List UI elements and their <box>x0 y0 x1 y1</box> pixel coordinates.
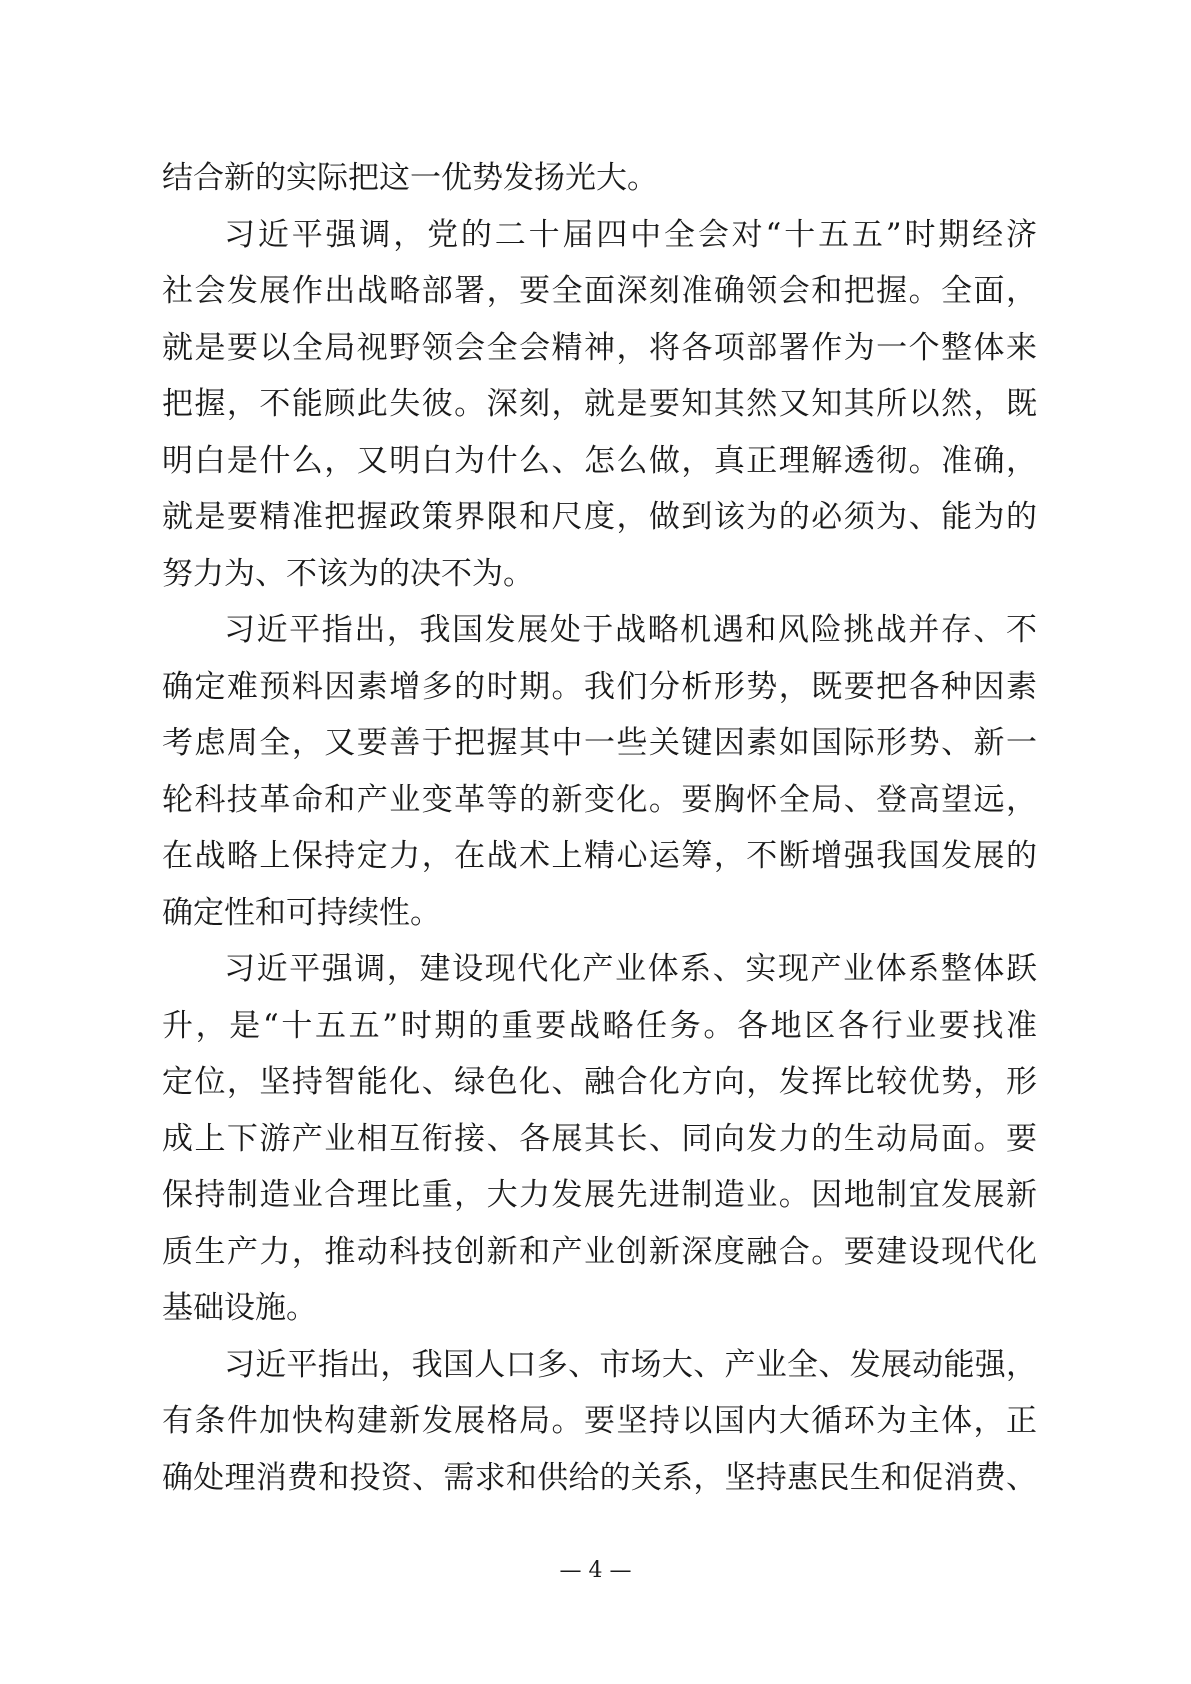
paragraph-line: 确定难预料因素增多的时期。我们分析形势，既要把各种因素 <box>162 668 1037 705</box>
paragraph-line: 习近平强调，党的二十届四中全会对“十五五”时期经济 <box>224 216 1037 253</box>
paragraph-line: 保持制造业合理比重，大力发展先进制造业。因地制宜发展新 <box>162 1177 1037 1213</box>
paragraph-line: 就是要精准把握政策界限和尺度，做到该为的必须为、能为的 <box>162 499 1037 535</box>
paragraph-line: 在战略上保持定力，在战术上精心运筹，不断增强我国发展的 <box>162 838 1037 874</box>
paragraph-line: 考虑周全，又要善于把握其中一些关键因素如国际形势、新一 <box>162 725 1037 761</box>
paragraph-line: 就是要以全局视野领会全会精神，将各项部署作为一个整体来 <box>162 329 1037 366</box>
paragraph-line: 基础设施。 <box>162 1290 317 1326</box>
paragraph-line: 习近平强调，建设现代化产业体系、实现产业体系整体跃 <box>224 951 1037 987</box>
paragraph-line: 确处理消费和投资、需求和供给的关系，坚持惠民生和促消费、 <box>162 1459 1037 1496</box>
paragraph-line: 努力为、不该为的决不为。 <box>162 555 534 592</box>
paragraph-line: 习近平指出，我国人口多、市场大、产业全、发展动能强， <box>224 1346 1037 1383</box>
paragraph-line: 定位，坚持智能化、绿色化、融合化方向，发挥比较优势，形 <box>162 1064 1037 1100</box>
paragraph-line: 确定性和可持续性。 <box>162 894 441 931</box>
paragraph-line: 升，是“十五五”时期的重要战略任务。各地区各行业要找准 <box>162 1007 1037 1044</box>
paragraph-line: 成上下游产业相互衔接、各展其长、同向发力的生动局面。要 <box>162 1120 1037 1157</box>
page-number: — 4 — <box>559 1558 632 1583</box>
paragraph-line: 有条件加快构建新发展格局。要坚持以国内大循环为主体，正 <box>162 1403 1037 1439</box>
paragraph-line: 把握，不能顾此失彼。深刻，就是要知其然又知其所以然，既 <box>162 386 1037 422</box>
paragraph-line: 习近平指出，我国发展处于战略机遇和风险挑战并存、不 <box>224 612 1037 648</box>
paragraph-line: 社会发展作出战略部署，要全面深刻准确领会和把握。全面， <box>162 273 1037 309</box>
paragraph-line: 质生产力，推动科技创新和产业创新深度融合。要建设现代化 <box>162 1233 1037 1270</box>
paragraph-line: 明白是什么，又明白为什么、怎么做，真正理解透彻。准确， <box>162 442 1037 479</box>
body-text <box>162 150 1037 1506</box>
paragraph-line: 结合新的实际把这一优势发扬光大。 <box>162 160 658 196</box>
paragraph-line: 轮科技革命和产业变革等的新变化。要胸怀全局、登高望远， <box>162 781 1037 818</box>
